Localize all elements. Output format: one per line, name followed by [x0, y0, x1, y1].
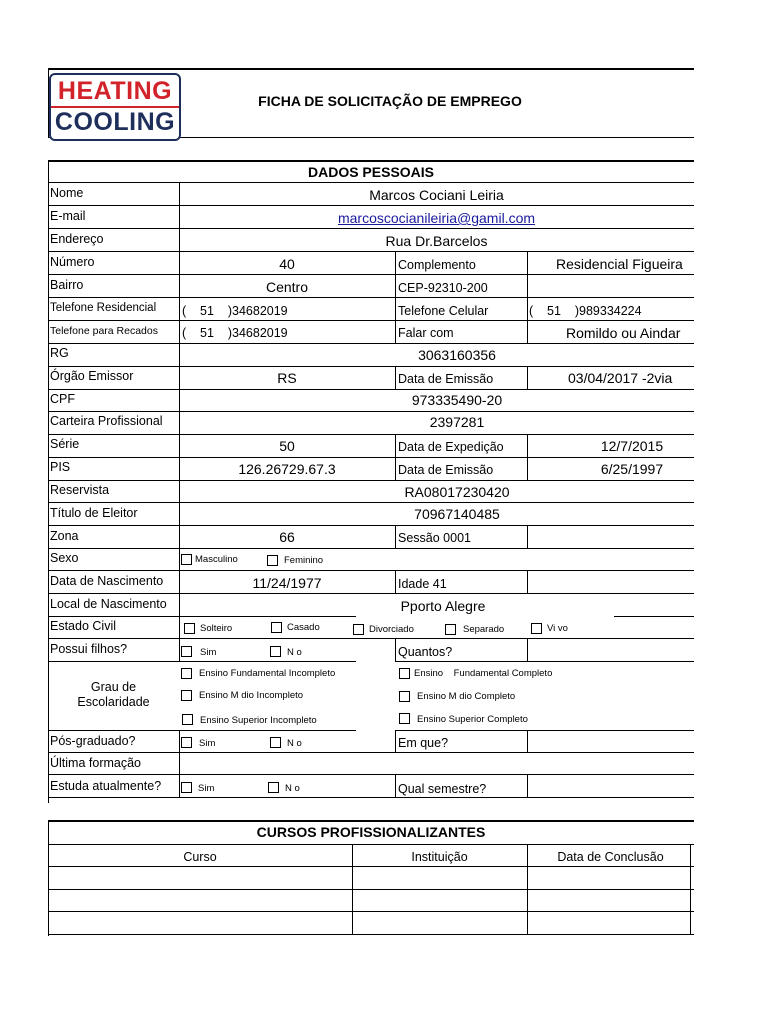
field-endereco[interactable]: Rua Dr.Barcelos: [385, 233, 488, 249]
label-carteira: Carteira Profissional: [50, 414, 163, 428]
field-bairro[interactable]: Centro: [265, 279, 309, 295]
checkbox-masculino[interactable]: [181, 554, 192, 565]
logo-line-1: HEATING: [57, 77, 173, 105]
field-sessao[interactable]: Sessão 0001: [398, 531, 471, 545]
field-rg[interactable]: 3063160356: [418, 347, 496, 363]
label-zona: Zona: [50, 529, 79, 543]
option-viuvo: Vi vo: [547, 623, 568, 634]
field-cpf[interactable]: 973335490-20: [411, 392, 503, 408]
option-estuda-nao: N o: [285, 783, 300, 794]
label-local-nascimento: Local de Nascimento: [50, 597, 167, 611]
checkbox-separado[interactable]: [445, 624, 456, 635]
label-serie: Série: [50, 437, 80, 451]
column-header-data-conclusao: Data de Conclusão: [557, 850, 664, 864]
field-data-nascimento[interactable]: 11/24/1977: [252, 575, 322, 591]
label-sexo: Sexo: [50, 551, 79, 565]
checkbox-casado[interactable]: [271, 622, 282, 633]
label-ultima-formacao: Última formação: [50, 756, 141, 770]
label-titulo-eleitor: Título de Eleitor: [50, 506, 138, 520]
option-superior-completo: Ensino Superior Completo: [417, 714, 528, 725]
label-em-que: Em que?: [398, 736, 449, 750]
field-tel-recados[interactable]: ( 51 )34682019: [182, 326, 288, 340]
field-complemento[interactable]: Residencial Figueira: [556, 256, 683, 272]
column-header-instituicao: Instituição: [411, 850, 468, 864]
checkbox-divorciado[interactable]: [353, 624, 364, 635]
label-orgao: Órgão Emissor: [50, 369, 134, 383]
field-email-link[interactable]: marcoscocianileiria@gamil.com: [337, 210, 536, 226]
field-cep[interactable]: CEP-92310-200: [398, 281, 488, 295]
option-superior-incompleto: Ensino Superior Incompleto: [200, 715, 317, 726]
field-local-nascimento[interactable]: Pporto Alegre: [400, 598, 486, 614]
field-data-emissao-2[interactable]: 6/25/1997: [600, 461, 664, 477]
checkbox-viuvo[interactable]: [531, 623, 542, 634]
label-rg: RG: [50, 346, 69, 360]
field-serie[interactable]: 50: [279, 438, 295, 454]
option-fund-incompleto: Ensino Fundamental Incompleto: [199, 668, 336, 679]
section-heading-dados: DADOS PESSOAIS: [307, 164, 435, 180]
option-estuda-sim: Sim: [198, 783, 215, 794]
option-medio-completo: Ensino M dio Completo: [417, 691, 516, 702]
label-qual-semestre: Qual semestre?: [398, 782, 487, 796]
checkbox-superior-completo[interactable]: [399, 713, 410, 724]
field-idade[interactable]: Idade 41: [398, 577, 447, 591]
label-data-emissao: Data de Emissão: [398, 372, 494, 386]
field-nome[interactable]: Marcos Cociani Leiria: [369, 187, 504, 203]
label-data-nascimento: Data de Nascimento: [50, 574, 164, 588]
option-filhos-nao: N o: [287, 647, 302, 658]
label-reservista: Reservista: [50, 483, 110, 497]
field-zona[interactable]: 66: [279, 529, 295, 545]
label-estuda-atualmente: Estuda atualmente?: [50, 779, 162, 793]
option-pos-sim: Sim: [199, 738, 216, 749]
label-possui-filhos: Possui filhos?: [50, 642, 128, 656]
label-quantos: Quantos?: [398, 645, 453, 659]
label-numero: Número: [50, 255, 95, 269]
field-pis[interactable]: 126.26729.67.3: [238, 461, 336, 477]
checkbox-superior-incompleto[interactable]: [182, 714, 193, 725]
label-pis: PIS: [50, 460, 71, 474]
field-reservista[interactable]: RA08017230420: [404, 484, 510, 500]
company-logo: [49, 73, 181, 141]
label-data-expedicao: Data de Expedição: [398, 440, 504, 454]
checkbox-medio-incompleto[interactable]: [181, 690, 192, 701]
checkbox-solteiro[interactable]: [184, 623, 195, 634]
section-heading-cursos: CURSOS PROFISSIONALIZANTES: [256, 824, 486, 840]
label-tel-residencial: Telefone Residencial: [50, 302, 157, 314]
form-title: FICHA DE SOLICITAÇÃO DE EMPREGO: [258, 93, 522, 109]
option-divorciado: Divorciado: [369, 624, 414, 635]
label-tel-celular: Telefone Celular: [398, 304, 489, 318]
checkbox-medio-completo[interactable]: [399, 691, 410, 702]
column-header-curso: Curso: [183, 850, 217, 864]
field-tel-celular[interactable]: ( 51 )989334224: [529, 304, 642, 318]
field-falar-com[interactable]: Romildo ou Aindar: [566, 325, 681, 341]
checkbox-filhos-nao[interactable]: [270, 646, 281, 657]
label-tel-recados: Telefone para Recados: [50, 325, 158, 337]
checkbox-estuda-sim[interactable]: [181, 782, 192, 793]
logo-line-2: COOLING: [54, 108, 176, 136]
checkbox-estuda-nao[interactable]: [268, 782, 279, 793]
checkbox-filhos-sim[interactable]: [181, 646, 192, 657]
field-data-emissao[interactable]: 03/04/2017 -2via: [568, 370, 673, 386]
field-tel-residencial[interactable]: ( 51 )34682019: [182, 304, 288, 318]
label-email: E-mail: [50, 209, 86, 223]
label-cpf: CPF: [50, 392, 75, 406]
option-masculino: Masculino: [195, 554, 238, 565]
option-fund-completo: Ensino Fundamental Completo: [414, 668, 553, 679]
header-top-border: [48, 68, 694, 70]
field-data-expedicao[interactable]: 12/7/2015: [600, 438, 664, 454]
label-estado-civil: Estado Civil: [50, 619, 116, 633]
option-medio-incompleto: Ensino M dio Incompleto: [199, 690, 304, 701]
field-carteira[interactable]: 2397281: [429, 414, 485, 430]
checkbox-fund-incompleto[interactable]: [181, 668, 192, 679]
option-pos-nao: N o: [287, 738, 302, 749]
option-separado: Separado: [463, 624, 505, 635]
label-pos-graduado: Pós-graduado?: [50, 734, 136, 748]
label-nome: Nome: [50, 186, 84, 200]
checkbox-pos-sim[interactable]: [181, 737, 192, 748]
checkbox-feminino[interactable]: [267, 555, 278, 566]
option-casado: Casado: [287, 622, 320, 633]
checkbox-pos-nao[interactable]: [270, 737, 281, 748]
field-titulo-eleitor[interactable]: 70967140485: [414, 506, 500, 522]
option-solteiro: Solteiro: [200, 623, 233, 634]
label-data-emissao-2: Data de Emissão: [398, 463, 494, 477]
label-endereco: Endereço: [50, 232, 104, 246]
label-bairro: Bairro: [50, 278, 84, 292]
field-orgao[interactable]: RS: [277, 370, 297, 386]
checkbox-fund-completo[interactable]: [399, 668, 410, 679]
field-numero[interactable]: 40: [279, 256, 295, 272]
label-falar-com: Falar com: [398, 326, 454, 340]
label-complemento: Complemento: [398, 258, 476, 272]
option-filhos-sim: Sim: [200, 647, 217, 658]
label-grau-escolaridade: Grau de Escolaridade: [77, 680, 150, 709]
option-feminino: Feminino: [284, 555, 324, 566]
